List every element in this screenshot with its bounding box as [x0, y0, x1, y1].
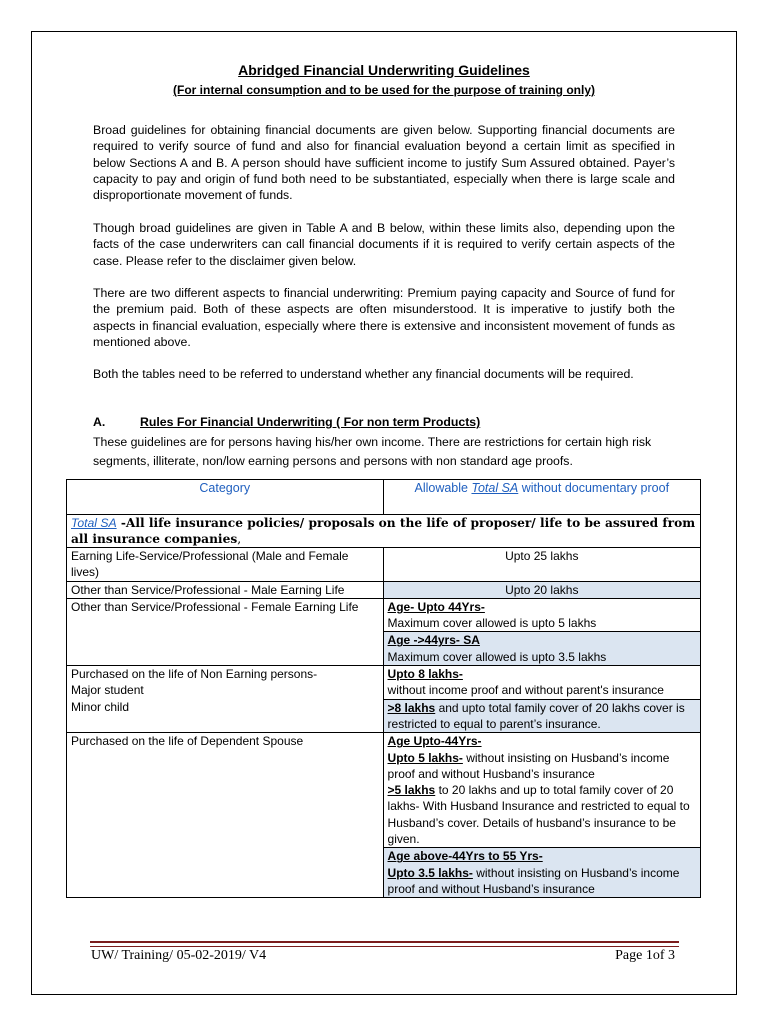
- allowable-subcell: [384, 847, 700, 897]
- age-label: Age ->44yrs- SA: [387, 633, 480, 648]
- header-category: Category: [67, 480, 384, 515]
- paragraph-intro: Broad guidelines for obtaining financial documents are given below. Supporting financial documents are required to verify source of fund and also for financial evaluation beyond a certain limit as specified in below Sections A and B. A person should have sufficient income to justify Sum Assured obtained. Payer’s capacity to pay and origin of fund both need to be substantiated, especially when there is large scale and disproportionate movement of funds.: [93, 123, 675, 203]
- header-allowable: [383, 480, 700, 515]
- allowable-subcell: [384, 733, 700, 847]
- allowable-subcell: [384, 699, 700, 733]
- category-cell: Other than Service/Professional - Female Earning Life: [67, 598, 384, 665]
- total-sa-description: -All life insurance policies/ proposals on the life of proposer/ life to be assured from all insurance companies: [71, 516, 696, 546]
- header-allowable-text: Allowable: [414, 481, 472, 495]
- rules-table: [66, 479, 701, 898]
- paragraph-broad-guidelines: Though broad guidelines are given in Table A and B below, within these limits also, depending upon the facts of the case underwriters can call financial documents if it is required to verify certain aspects of the case. Please refer to the disclaimer given below.: [93, 221, 675, 268]
- category-line: Major student: [71, 683, 144, 698]
- table-row: [67, 666, 701, 733]
- allowable-subcell: [384, 631, 700, 665]
- document-subtitle: (For internal consumption and to be used for the purpose of training only): [173, 83, 595, 97]
- limit-label: Upto 3.5 lakhs-: [387, 865, 473, 880]
- limit-text: and upto total family cover of 20 lakhs cover is restricted to equal to parent’s insurance.: [387, 700, 685, 731]
- section-letter: A.: [93, 415, 106, 429]
- cover-text: Maximum cover allowed is upto 5 lakhs: [387, 616, 597, 631]
- section-title: Rules For Financial Underwriting ( For non term Products): [140, 415, 481, 429]
- total-sa-cell: [67, 515, 701, 548]
- table-header-row: [67, 480, 701, 515]
- limit-text: to 20 lakhs and up to total family cover of 20 lakhs- With Husband Insurance and restricted to equal to Husband’s cover. Details of husband’s insurance to be given.: [387, 783, 690, 847]
- age-label: Age Upto-44Yrs-: [387, 734, 482, 749]
- limit-label: >5 lakhs: [387, 783, 436, 798]
- footer-page-number: Page 1of 3: [615, 948, 675, 963]
- allowable-cell: [383, 598, 700, 665]
- category-line: Minor child: [71, 699, 130, 714]
- table-row: [67, 733, 701, 898]
- category-cell: Earning Life-Service/Professional (Male and Female lives): [67, 548, 384, 582]
- limit-label: >8 lakhs: [387, 700, 436, 715]
- footer-version: UW/ Training/ 05-02-2019/ V4: [91, 948, 267, 963]
- allowable-cell: Upto 25 lakhs: [383, 548, 700, 582]
- document-title: Abridged Financial Underwriting Guidelines: [238, 62, 530, 78]
- allowable-cell: [383, 666, 700, 733]
- allowable-cell: Upto 20 lakhs: [383, 581, 700, 598]
- limit-text: without income proof and without parent's insurance: [387, 683, 664, 698]
- category-line: Purchased on the life of Non Earning persons-: [71, 667, 318, 682]
- category-cell: [67, 666, 384, 733]
- limit-text: without insisting on Husband’s income proof and without Husband’s insurance: [387, 750, 670, 781]
- footer-rule: [90, 941, 679, 947]
- total-sa-link[interactable]: Total SA: [71, 516, 117, 530]
- limit-label: Upto 8 lakhs-: [387, 667, 463, 682]
- section-a-heading: [93, 415, 480, 429]
- age-label: Age above-44Yrs to 55 Yrs-: [387, 849, 543, 864]
- table-row: [67, 581, 701, 598]
- limit-label: Upto 5 lakhs-: [387, 750, 463, 765]
- allowable-cell: [383, 733, 700, 898]
- cover-text: Maximum cover allowed is upto 3.5 lakhs: [387, 649, 607, 664]
- total-sa-comma: ,: [237, 532, 242, 546]
- category-cell: Other than Service/Professional - Male Earning Life: [67, 581, 384, 598]
- age-label: Age- Upto 44Yrs-: [387, 599, 485, 614]
- total-sa-link[interactable]: Total SA: [471, 481, 519, 495]
- total-sa-row: [67, 515, 701, 548]
- category-cell: Purchased on the life of Dependent Spouse: [67, 733, 384, 898]
- table-row: [67, 598, 701, 665]
- table-row: [67, 548, 701, 582]
- allowable-subcell: [384, 599, 700, 632]
- header-allowable-suffix: without documentary proof: [518, 481, 670, 495]
- paragraph-both-tables: Both the tables need to be referred to understand whether any financial documents will be required.: [93, 367, 634, 381]
- allowable-subcell: [384, 666, 700, 699]
- section-a-intro: These guidelines are for persons having his/her own income. There are restrictions for certain high risk segments, illiterate, non/low earning persons and persons with non standard age proofs.: [93, 435, 652, 468]
- limit-text: without insisting on Husband’s income proof and without Husband’s insurance: [387, 865, 680, 896]
- paragraph-two-aspects: There are two different aspects to financial underwriting: Premium paying capacity and Source of fund for the premium paid. Both of these aspects are often misunderstood. It is imperative to justify both the aspects in financial evaluation, especially where there is extensive and inconsistent movement of funds as mentioned above.: [93, 286, 675, 349]
